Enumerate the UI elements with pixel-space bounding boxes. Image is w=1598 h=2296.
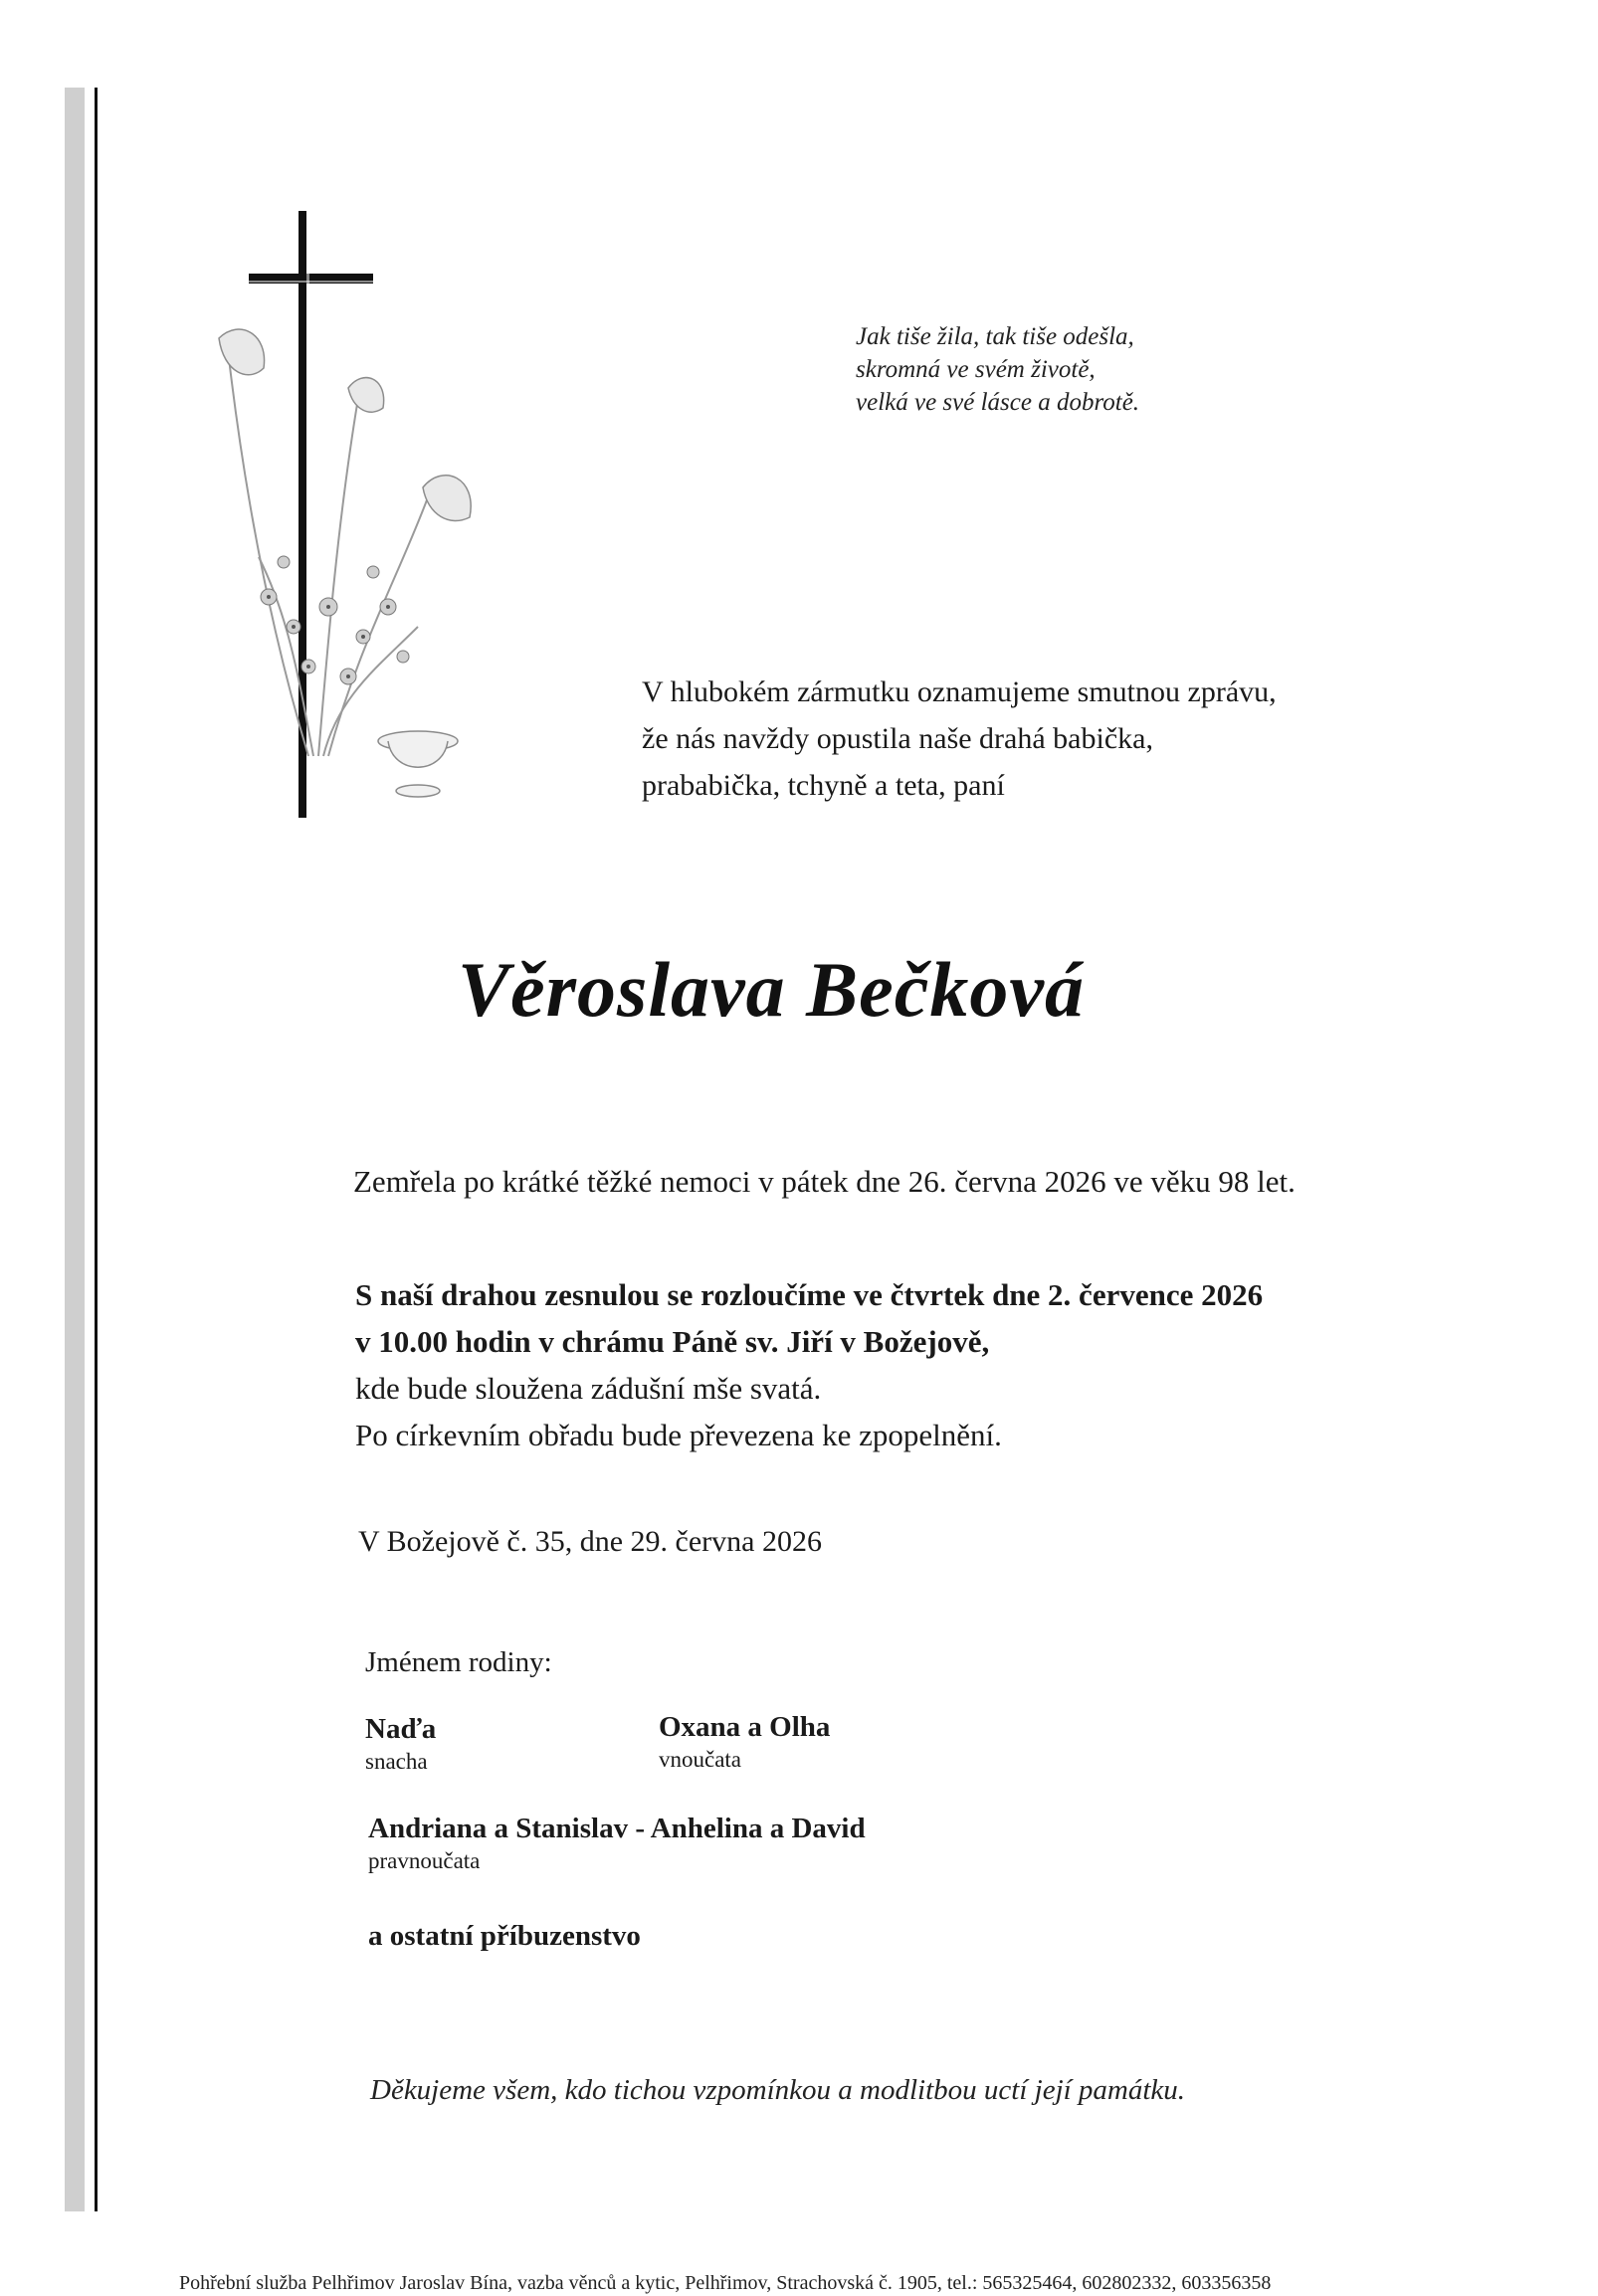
motto-verse xyxy=(856,320,1139,419)
other-relatives: a ostatní příbuzenstvo xyxy=(368,1920,641,1952)
family-member-relation: vnoučata xyxy=(659,1747,742,1772)
motto-line: velká ve své lásce a dobrotě. xyxy=(856,389,1140,416)
death-notice: Zemřela po krátké těžké nemoci v pátek dne 26. června 2026 ve věku 98 let. xyxy=(353,1164,1296,1199)
family-member-relation: snacha xyxy=(365,1749,428,1774)
left-border-gray-bar xyxy=(65,88,85,2211)
intro-text xyxy=(642,669,1277,809)
family-member-name: Oxana a Olha xyxy=(659,1711,831,1743)
family-label: Jménem rodiny: xyxy=(365,1646,552,1678)
intro-line: že nás navždy opustila naše drahá babička, xyxy=(642,722,1153,755)
motto-line: Jak tiše žila, tak tiše odešla, xyxy=(856,323,1134,350)
family-member-name: Naďa xyxy=(365,1713,437,1745)
funeral-service-footer: Pohřební služba Pelhřimov Jaroslav Bína, vazba věnců a kytic, Pelhřimov, Strachovská č. 1905, tel.: 565325464, 602802332, 603356358 xyxy=(179,2272,1272,2294)
left-border-line xyxy=(95,88,98,2211)
motto-line: skromná ve svém životě, xyxy=(856,356,1096,383)
intro-line: V hlubokém zármutku oznamujeme smutnou zprávu, xyxy=(642,675,1277,708)
ceremony-line: v 10.00 hodin v chrámu Páně sv. Jiří v Božejově, xyxy=(355,1324,990,1359)
ceremony-line: Po církevním obřadu bude převezena ke zpopelnění. xyxy=(355,1418,1002,1452)
family-member-relation: pravnoučata xyxy=(368,1848,481,1873)
intro-line: prababička, tchyně a teta, paní xyxy=(642,769,1005,802)
family-member-name: Andriana a Stanislav - Anhelina a David xyxy=(368,1813,866,1844)
ceremony-info xyxy=(355,1271,1263,1458)
place-date: V Božejově č. 35, dne 29. června 2026 xyxy=(358,1525,822,1558)
family-member xyxy=(659,1709,830,1775)
ceremony-line: kde bude sloužena zádušní mše svatá. xyxy=(355,1371,822,1406)
deceased-name: Věroslava Bečková xyxy=(458,946,1086,1033)
thanks-note: Děkujeme všem, kdo tichou vzpomínkou a modlitbou uctí její památku. xyxy=(370,2074,1186,2106)
ceremony-line: S naší drahou zesnulou se rozloučíme ve čtvrtek dne 2. července 2026 xyxy=(355,1277,1264,1312)
family-member xyxy=(365,1711,436,1777)
family-member xyxy=(368,1811,866,1876)
cross-with-lilies-icon xyxy=(189,199,517,836)
